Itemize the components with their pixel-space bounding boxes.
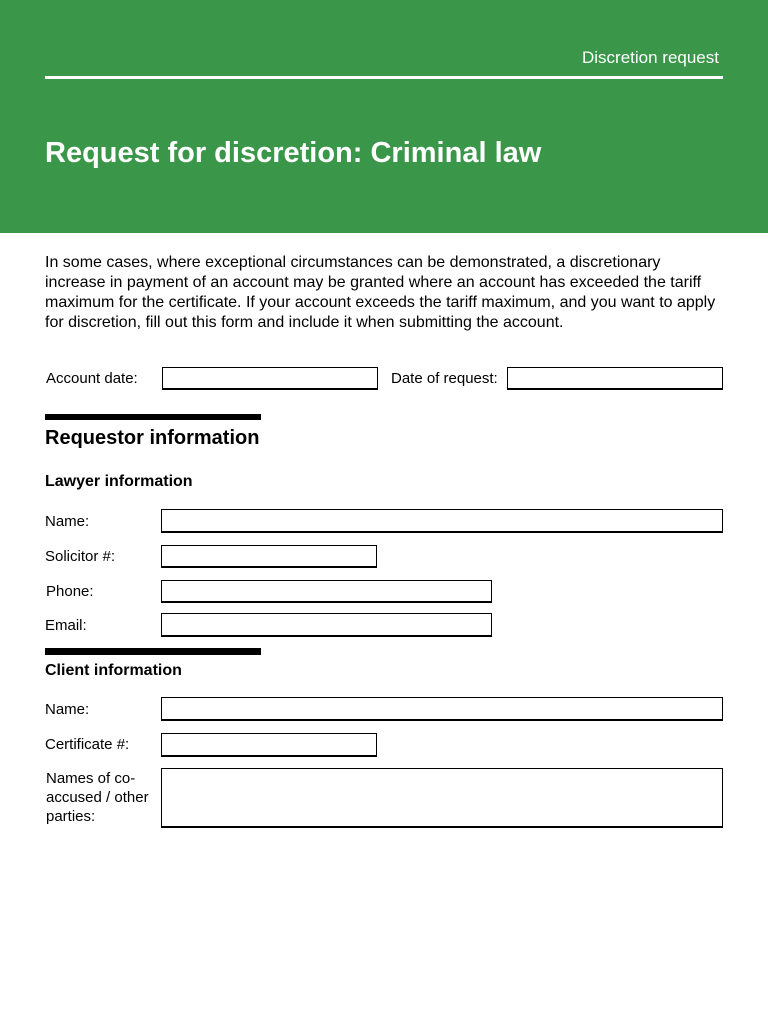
subheading-client: Client information [45,662,182,679]
request-date-field[interactable] [507,367,723,390]
document-type-label: Discretion request [581,48,719,67]
email-label: Email: [45,617,87,634]
section-divider-requestor [45,414,261,420]
coaccused-field[interactable] [161,768,723,828]
subheading-lawyer: Lawyer information [45,473,193,490]
phone-label: Phone: [46,583,94,600]
header-banner [0,0,768,233]
intro-paragraph: In some cases, where exceptional circumstances can be demonstrated, a discretionary increase in payment of an account may be granted where an account has exceeded the tariff maximum for the certificate. If your account exceeds the tariff maximum, and you want to apply for discretion, fill out this form and include it when submitting the account. [45,254,716,331]
certificate-number-field[interactable] [161,733,377,757]
coaccused-label: Names of co-accused / other parties: [46,770,149,825]
solicitor-number-field[interactable] [161,545,377,568]
section-divider-client [45,648,261,655]
account-date-label: Account date: [46,370,138,387]
page-title: Request for discretion: Criminal law [45,137,542,169]
client-name-field[interactable] [161,697,723,721]
header-divider [45,76,723,79]
email-field[interactable] [161,613,492,637]
phone-field[interactable] [161,580,492,603]
account-date-field[interactable] [162,367,378,390]
section-title-requestor: Requestor information [45,427,260,449]
request-date-label: Date of request: [391,370,498,387]
certificate-number-label: Certificate #: [45,736,130,753]
solicitor-number-label: Solicitor #: [45,548,116,565]
lawyer-name-field[interactable] [161,509,723,533]
client-name-label: Name: [45,701,90,718]
lawyer-name-label: Name: [45,513,90,530]
